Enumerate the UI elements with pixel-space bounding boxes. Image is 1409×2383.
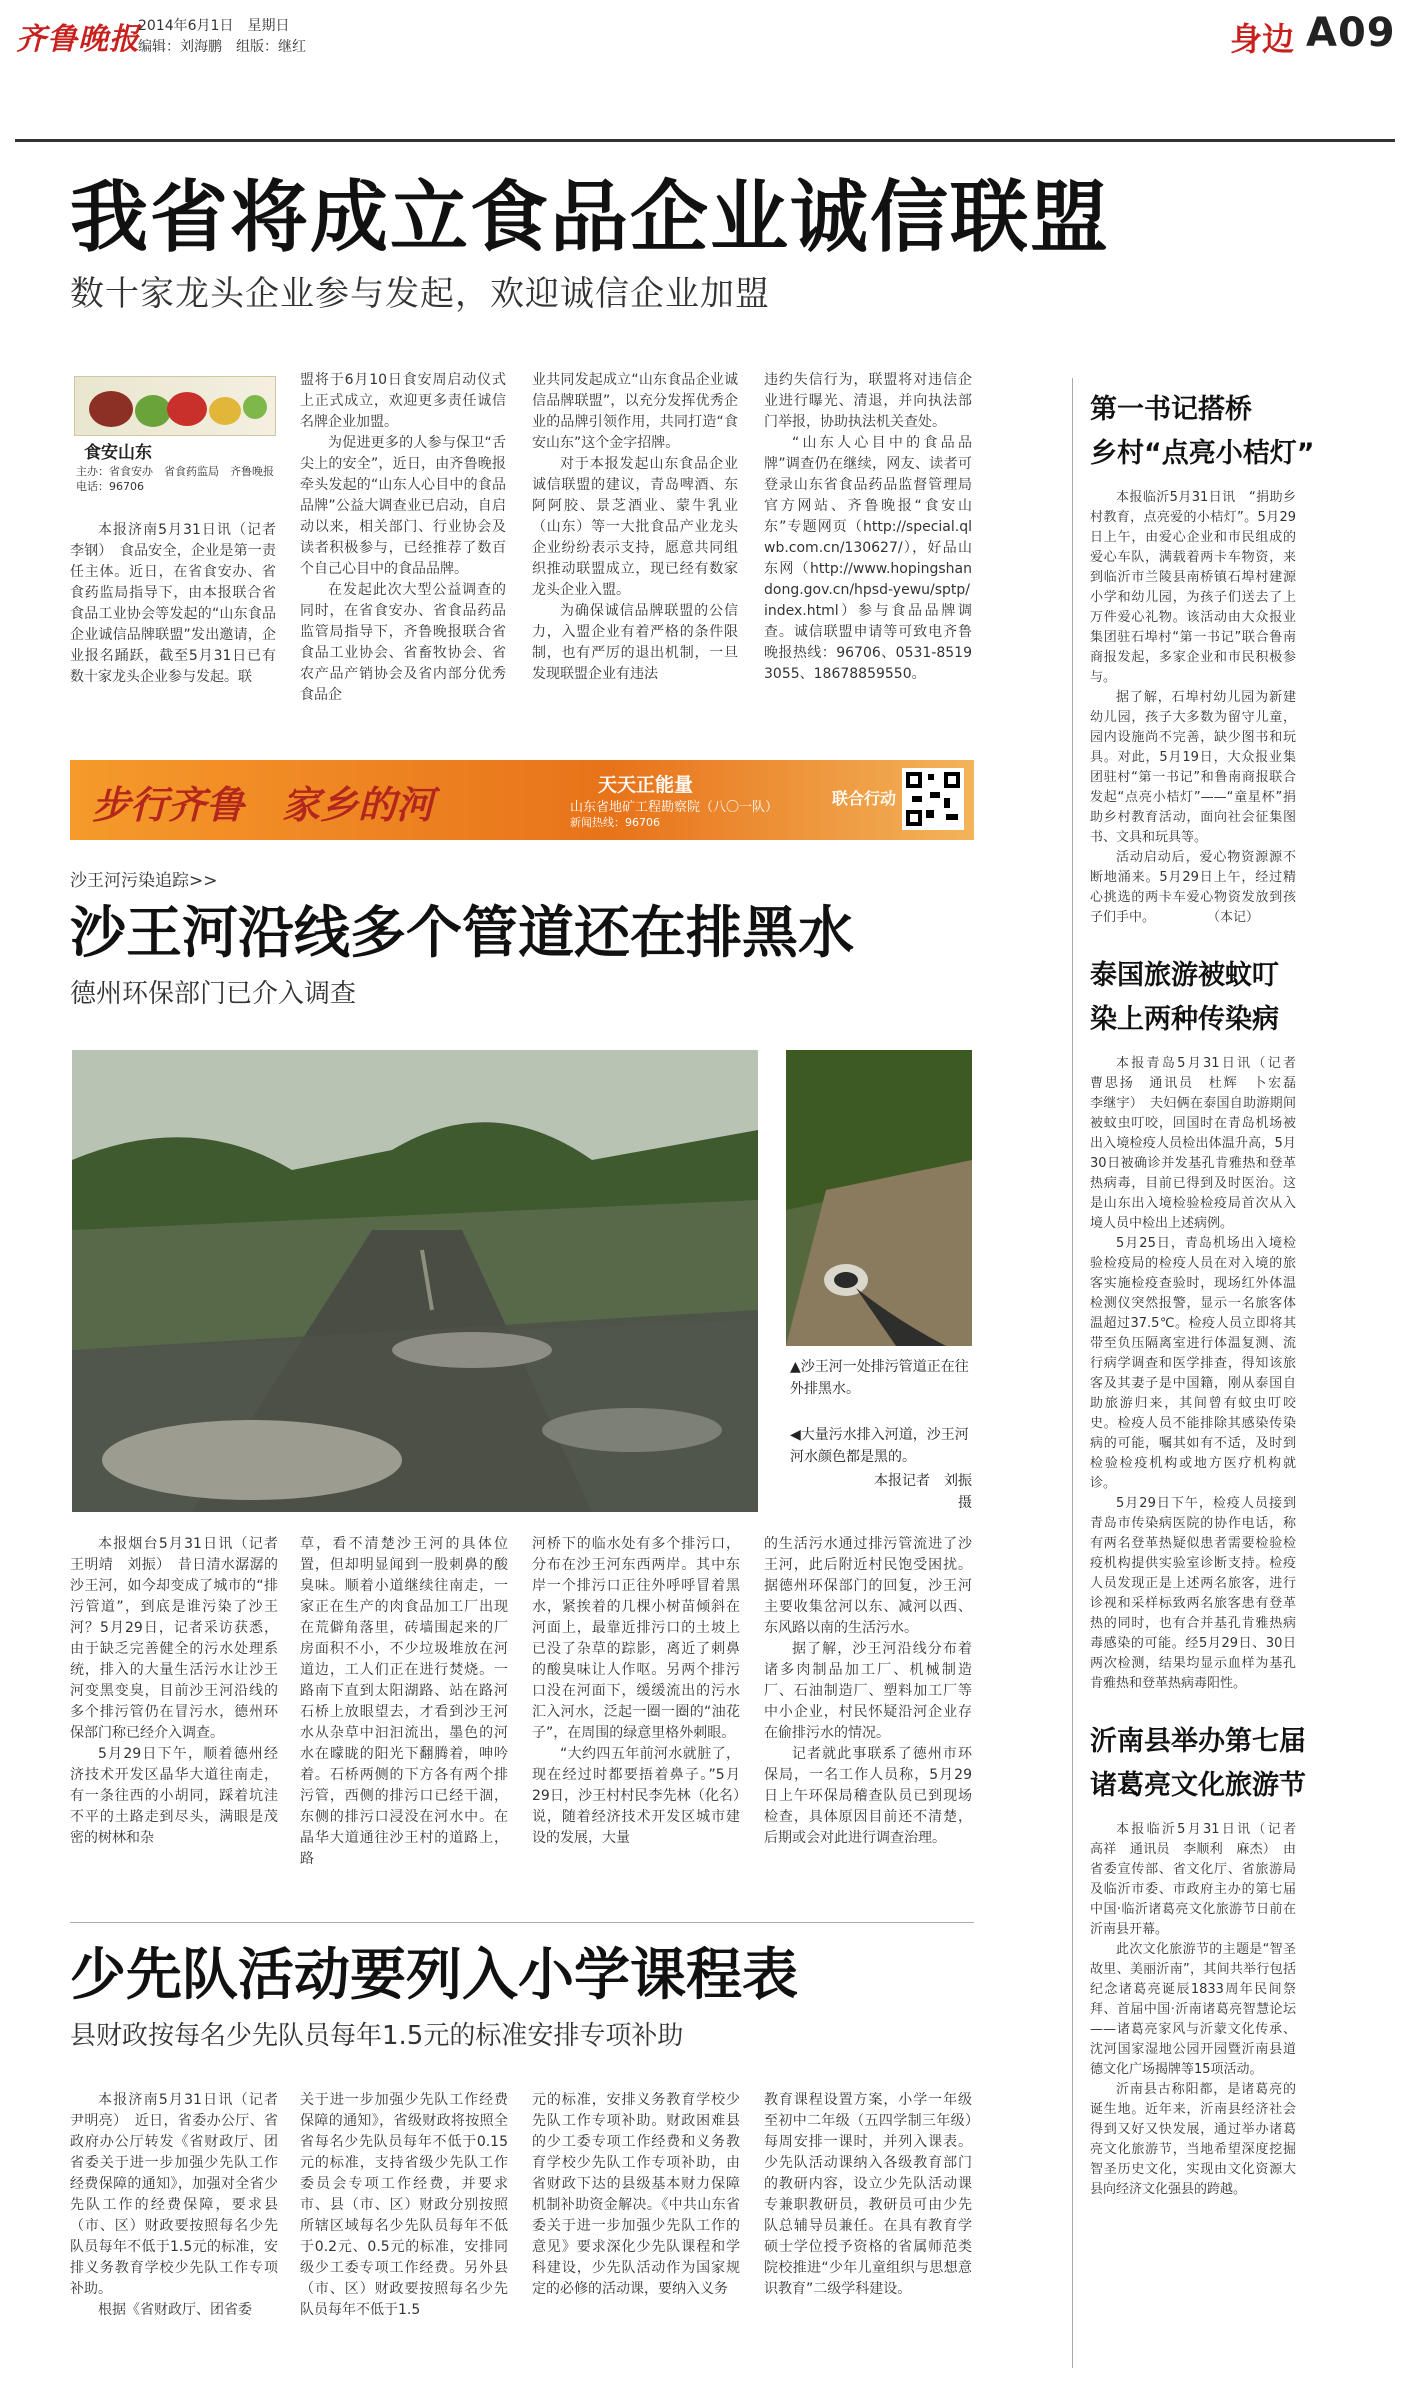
sidebar-story3-body (1090, 1820, 1310, 2200)
story2-col1 (70, 1534, 292, 1908)
paragraph: 河桥下的临水处有多个排污口，分布在沙王河东西两岸。其中东岸一个排污口正往外呼呼冒着黑水，紧挨着的几棵小树苗倾斜在河面上，最靠近排污口的土坡上已没了杂草的踪影，离近了刺鼻的酸臭味让人作呕。另两个排污口没在河面下，缓缓流出的污水汇入河水，泛起一圈一圈的“油花子”，在周围的绿意里格外刺眼。 (532, 1536, 740, 1741)
sidebar-story3-title (1090, 1720, 1390, 1808)
story2-headline: 沙王河沿线多个管道还在排黑水 (70, 901, 854, 966)
issue-date: 2014年6月1日 星期日 (138, 18, 290, 34)
paragraph: 为促进更多的人参与保卫“舌尖上的安全”，近日，由齐鲁晚报牵头发起的“山东人心目中的食品品牌”公益大调查业已启动，自启动以来，相关部门、行业协会及读者积极参与，已经推荐了数百个自己心目中的食品品牌。 (300, 435, 506, 577)
story3-divider (70, 1922, 974, 1923)
sidebar-story2-title (1090, 954, 1390, 1042)
paragraph: 本报烟台5月31日讯（记者 王明靖 刘振） 昔日清水潺潺的沙王河，如今却变成了城市的“排污管道”，到底是谁污染了沙王河？5月29日，记者采访获悉，由于缺乏完善健全的污水处理系统，排入的大量生活污水让沙王河变黑变臭，目前沙王河沿线的多个排污管仍在冒污水，德州环保部门称已经介入调查。 (70, 1536, 292, 1741)
story2-col2 (300, 1534, 508, 1908)
sponsor-name: 山东省地矿工程勘察院（八〇一队） (570, 800, 779, 815)
paragraph: 对于本报发起山东食品企业诚信联盟的建议，青岛啤酒、东阿阿胶、景芝酒业、蒙牛乳业（山东）等一大批食品产业龙头企业纷纷表示支持，愿意共同组织推动联盟成立，现已经有数家龙头企业入盟。 (532, 456, 738, 598)
logo-phone: 电话：96706 (76, 480, 144, 493)
story3-subhead: 县财政按每名少先队员每年1.5元的标准安排专项补助 (70, 2021, 684, 2051)
logo-title: 食安山东 (84, 443, 152, 463)
story2-col4 (764, 1534, 972, 1908)
drain-pipe-photo (786, 1050, 972, 1346)
story1-col4 (764, 370, 972, 738)
title-line: 染上两种传染病 (1090, 1004, 1279, 1035)
sponsor-phone: 新闻热线：96706 (570, 816, 660, 829)
sidebar-story2-body (1090, 1054, 1310, 1694)
title-line: 第一书记搭桥 (1090, 394, 1252, 425)
title-line: 泰国旅游被蚊叮 (1090, 960, 1279, 991)
story1-col3 (532, 370, 738, 738)
sidebar (1090, 388, 1390, 2373)
story2-col3 (532, 1534, 740, 1908)
paragraph: 沂南县古称阳都，是诸葛亮的诞生地。近年来，沂南县经济社会得到又好又快发展，通过举办诸葛亮文化旅游节，当地希望深度挖掘智圣历史文化，实现由文化资源大县向经济文化强县的跨越。 (1090, 2082, 1296, 2197)
paragraph: 5月29日下午，检疫人员接到青岛市传染病医院的协作电话，称有两名登革热疑似患者需要检验检疫机构提供实验室诊断支持。检疫人员发现正是上述两名旅客，进行诊视和采样标致两名旅客患有登革热的同时，也有合并基孔肯雅热病毒感染的可能。经5月29日、30日两次检测，结果均显示血样为基孔肯雅热和登革热病毒阳性。 (1090, 1496, 1296, 1691)
campaign-banner (70, 760, 974, 840)
title-line: 乡村“点亮小桔灯” (1090, 438, 1315, 469)
food-safety-logo-box (68, 374, 278, 496)
story3-col3 (532, 2090, 740, 2372)
page-number: A09 (1306, 10, 1396, 56)
paragraph: 元的标准，安排义务教育学校少先队工作专项补助。财政困难县的少工委专项工作经费和义务教育学校少先队工作专项补助，由省财政下达的县级基本财力保障机制补助资金解决。《中共山东省委关于进一步加强少先队工作的意见》要求深化少先队课程和学科建设，少先队活动作为国家规定的必修的活动课，要纳入义务 (532, 2092, 740, 2297)
sidebar-story1-title (1090, 388, 1390, 476)
photo-caption-1: ▲沙王河一处排污管道正在往外排黑水。 (790, 1359, 969, 1397)
paragraph: 违约失信行为，联盟将对违信企业进行曝光、清退，并向执法部门举报，协助执法机关查处。 (764, 372, 972, 430)
paragraph: 记者就此事联系了德州市环保局，一名工作人员称，5月29日上午环保局稽查队员已到现场检查，具体原因目前还不清楚，后期或会对此进行调查治理。 (764, 1746, 972, 1846)
paragraph: 的生活污水通过排污管流进了沙王河，此后附近村民饱受困扰。据德州环保部门的回复，沙王河主要收集岔河以东、减河以西、东风路以南的生活污水。 (764, 1536, 972, 1636)
paragraph: 关于进一步加强少先队工作经费保障的通知》，省级财政将按照全省每名少先队员每年不低于0.15元的标准，支持省级少先队工作委员会专项工作经费，并要求市、县（市、区）财政分别按照所辖区域每名少先队员每年不低于0.2元、0.5元的标准，安排同级少工委专项工作经费。另外县（市、区）财政要按照每名少先队员每年不低于1.5 (300, 2092, 508, 2318)
story3-col4 (764, 2090, 972, 2372)
story1-col1 (70, 520, 290, 738)
river-photo (72, 1050, 758, 1512)
paragraph: 据了解，石埠村幼儿园为新建幼儿园，孩子大多数为留守儿童，园内设施尚不完善，缺少图书和玩具。对此，5月19日，大众报业集团驻村“第一书记”和鲁南商报联合发起“点亮小桔灯”——“童星杯”捐助乡村教育活动，面向社会征集图书、文具和玩具等。 (1090, 690, 1296, 845)
food-produce-icon (74, 376, 276, 436)
paragraph: 本报济南5月31日讯（记者 李钢） 食品安全，企业是第一责任主体。近日，在省食安办、省食药监局指导下，由本报联合省食品工业协会等发起的“山东食品企业诚信品牌联盟”发出邀请，企业报名踊跃，截至5月31日已有数十家龙头企业参与发起。联 (70, 522, 290, 685)
story3-col1 (70, 2090, 292, 2372)
paragraph: 本报临沂5月31日讯（记者 高祥 通讯员 李顺利 麻杰） 由省委宣传部、省文化厅、省旅游局及临沂市委、市政府主办的第七届中国·临沂诸葛亮文化旅游节日前在沂南县开幕。 (1090, 1822, 1310, 1937)
paragraph: 本报临沂5月31日讯 “捐助乡村教育，点亮爱的小桔灯”。5月29日上午，由爱心企业和市民组成的爱心车队，满载着两卡车物资，来到临沂市兰陵县南桥镇石埠村建源小学和幼儿园，为孩子们送去了上万件爱心礼物。该活动由大众报业集团驻石埠村“第一书记”联合鲁南商报发起，多家企业和市民积极参与。 (1090, 490, 1296, 685)
paragraph: 5月29日下午，顺着德州经济技术开发区晶华大道往南走，有一条往西的小胡同，踩着坑洼不平的土路走到尽头，满眼是茂密的树林和杂 (70, 1746, 278, 1846)
section-name: 身边 (1230, 20, 1295, 58)
masthead-divider (15, 139, 1395, 142)
paragraph: 在发起此次大型公益调查的同时，在省食安办、省食品药品监管局指导下，齐鲁晚报联合省食品工业协会、省畜牧协会、省农产品产销协会及省内部分优秀食品企 (300, 582, 506, 703)
masthead (0, 0, 1409, 70)
paragraph: 5月25日，青岛机场出入境检验检疫局的检疫人员在对入境的旅客实施检疫查验时，现场红外体温检测仪突然报警，显示一名旅客体温超过37.5℃。检疫人员立即将其带至负压隔离室进行体温复测、流行病学调查和医学排查，得知该旅客及其妻子是中国籍，刚从泰国自助旅游归来，其间曾有蚊虫叮咬史。检疫人员不能排除其感染传染病的可能，嘱其如有不适，及时到检验检疫机构或地方医疗机构就诊。 (1090, 1236, 1296, 1491)
paragraph: 盟将于6月10日食安周启动仪式上正式成立，欢迎更多责任诚信名牌企业加盟。 (300, 372, 506, 430)
paragraph: 根据《省财政厅、团省委 (98, 2302, 252, 2318)
paragraph: 教育课程设置方案，小学一年级至初中二年级（五四学制三年级）每周安排一课时，并列入课表。少先队活动课纳入各级教育部门的教研内容，设立少先队活动课专兼职教研员，教研员可由少先队总辅导员兼任。在具有教育学硕士学位授予资格的省属师范类院校推进“少年儿童组织与思想意识教育”二级学科建设。 (764, 2092, 972, 2297)
paragraph: 此次文化旅游节的主题是“智圣故里、美丽沂南”，其间共举行包括纪念诸葛亮诞辰1833周年民间祭拜、首届中国·沂南诸葛亮智慧论坛——诸葛亮家风与沂蒙文化传承、沈河国家湿地公园开园暨沂南县道德文化广场揭牌等15项活动。 (1090, 1942, 1296, 2077)
story2-kicker: 沙王河污染追踪>> (70, 871, 218, 891)
photo-caption-2: ◀大量污水排入河道，沙王河河水颜色都是黑的。 (790, 1427, 969, 1465)
story2-subhead: 德州环保部门已介入调查 (70, 979, 357, 1009)
paragraph: 本报济南5月31日讯（记者 尹明亮） 近日，省委办公厅、省政府办公厅转发《省财政厅、团省委关于进一步加强少先队工作经费保障的通知》，加强对全省少先队工作的经费保障，要求县（市、区）财政要按照每名少先队员每年不低于1.5元的标准，安排义务教育学校少先队工作专项补助。 (70, 2092, 292, 2297)
paragraph: 业共同发起成立“山东食品企业诚信品牌联盟”，以充分发挥优秀企业的品牌引领作用，共同打造“食安山东”这个金字招牌。 (532, 372, 738, 451)
story3-col2 (300, 2090, 508, 2372)
paragraph: “山东人心目中的食品品牌”调查仍在继续，网友、读者可登录山东省食品药品监督管理局官方网站、齐鲁晚报“食安山东”专题网页（http://special.qlwb.com.cn/130627/），好品山东网（http://www.hopingshandong.gov.cn/hpsd-yewu/sptp/index.html）参与食品品牌调查。诚信联盟申请等可致电齐鲁晚报热线：96706、0531-85193055、18678859550。 (764, 435, 972, 682)
logo-credit: 主办：省食安办 省食药监局 齐鲁晚报 (76, 465, 274, 478)
title-line: 诸葛亮文化旅游节 (1090, 1770, 1306, 1801)
paragraph: 活动启动后，爱心物资源源不断地涌来。5月29日上午，经过精心挑选的两卡车爱心物资发放到孩子们手中。 （本记） (1090, 850, 1296, 925)
story1-subhead: 数十家龙头企业参与发起，欢迎诚信企业加盟 (70, 274, 770, 314)
editor-credits: 编辑：刘海鹏 组版：继红 (138, 39, 306, 55)
story1-headline: 我省将成立食品企业诚信联盟 (70, 173, 1111, 263)
paragraph: 为确保诚信品牌联盟的公信力，入盟企业有着严格的条件限制，也有严厉的退出机制，一旦发现联盟企业有违法 (532, 603, 738, 682)
paragraph: 据了解，沙王河沿线分布着诸多肉制品加工厂、机械制造厂、石油制造厂、塑料加工厂等中小企业，村民怀疑沿河企业存在偷排污水的情况。 (764, 1641, 972, 1741)
paper-logo: 齐鲁晚报 (16, 22, 140, 57)
joint-action-label: 联合行动 (832, 789, 897, 808)
banner-slogan: 步行齐鲁 家乡的河 (92, 782, 435, 827)
sponsor-brand: 天天正能量 (598, 774, 694, 796)
photo-credit: 本报记者 刘振 摄 (874, 1473, 986, 1511)
qr-code-icon (902, 768, 964, 830)
sidebar-divider (1072, 378, 1073, 2368)
title-line: 沂南县举办第七届 (1090, 1726, 1306, 1757)
story1-col2 (300, 370, 506, 738)
sponsor-box (570, 770, 822, 830)
sidebar-story1-body (1090, 488, 1296, 928)
paragraph: 本报青岛5月31日讯（记者 曹思扬 通讯员 杜辉 卜宏磊 李继宇） 夫妇俩在泰国自助游期间被蚊虫叮咬，回国时在青岛机场被出入境检疫人员检出体温升高，5月30日被确诊并发基孔肯雅热和登革热病毒，目前已得到及时医治。这是山东出入境检验检疫局首次从入境人员中检出上述病例。 (1090, 1056, 1310, 1231)
paragraph: 草，看不清楚沙王河的具体位置，但却明显闻到一股刺鼻的酸臭味。顺着小道继续往南走，一家正在生产的肉食品加工厂出现在荒僻角落里，砖墙围起来的厂房面积不小，不少垃圾堆放在河道边，工人们正在进行焚烧。一路南下直到太阳湖路、站在路河石桥上放眼望去，才看到沙王河水从杂草中汩汩流出，墨色的河水在曚眬的阳光下翻腾着，呻吟着。石桥两侧的下方各有两个排污管，西侧的排污口已经干涸，东侧的排污口浸没在河水中。在晶华大道通往沙王村的道路上，路 (300, 1536, 508, 1867)
story3-headline: 少先队活动要列入小学课程表 (70, 1943, 798, 2008)
paragraph: “大约四五年前河水就脏了，现在经过时都要捂着鼻子。”5月29日，沙王村村民李先林（化名）说，随着经济技术开发区城市建设的发展，大量 (532, 1746, 740, 1846)
